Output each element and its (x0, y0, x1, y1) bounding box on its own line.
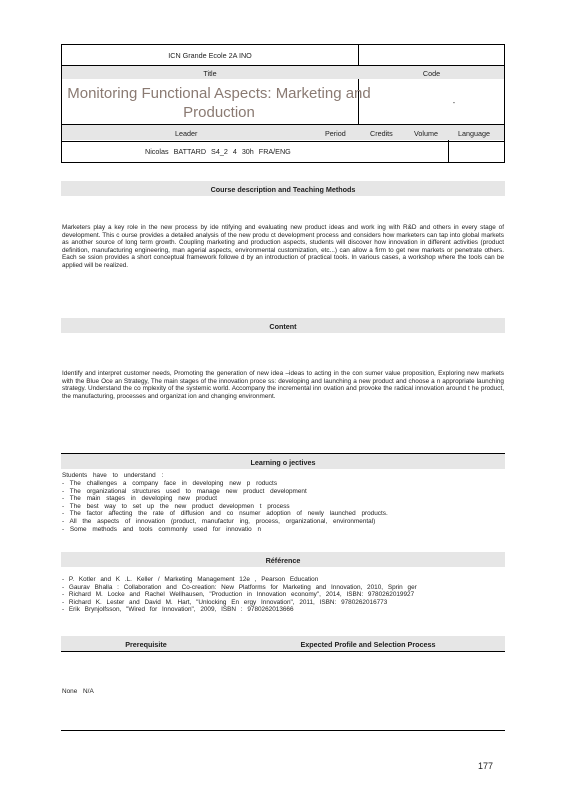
description-heading: Course description and Teaching Methods (210, 185, 356, 194)
objectives-intro: Students have to understand : (62, 472, 164, 479)
profile-heading: Expected Profile and Selection Process (300, 640, 436, 649)
objective-item: - Some methods and tools commonly used for innovatio n (62, 525, 262, 533)
reference-item: - Gaurav Bhalla : Collaboration and Co-creation: New Platforms for Marketing and Innovation, 2010, Sprin ger (62, 583, 417, 591)
credits-label: Credits (370, 129, 393, 138)
code-value: - (452, 98, 456, 107)
objective-item: - All the aspects of innovation (product, manufactur ing, process, organizational, environmental) (62, 517, 376, 525)
school-name: ICN Grande Ecole 2A INO (168, 51, 252, 60)
objective-item: - The challenges a company face in developing new p roducts (62, 480, 278, 487)
reference-item: - Richard M. Locke and Rachel Wellhausen, "Production in Innovation economy", 2014, ISBN: 9780262019927 (62, 591, 415, 599)
leader-label: Leader (175, 129, 198, 138)
objectives-list (62, 480, 504, 533)
objective-item: - The best way to set up the new product developmen t process (62, 502, 290, 510)
objective-item: - The main stages in developing new product (62, 495, 218, 503)
prerequisite-heading: Prerequisite (125, 640, 167, 649)
reference-item: - Erik Brynjolfsson, "Wired for Innovation", 2009, ISBN : 9780262013666 (62, 606, 294, 614)
content-text: Identify and interpret customer needs, Promoting the generation of new idea –ideas to acting in the con sumer value proposition, Exploring new markets with the Blue Oce an Strategy, The main stages of the innovation proce ss: developing and launching a new product and choose a n appropriate launching strategy. Understand the co mplexity of the systemic world. Accompany the incremental inn ovation and provoke the radical innovation around t he product, the manufacturing, processes and organizat ion and changing environment. (62, 370, 504, 400)
objective-item: - The factor affecting the rate of diffusion and co nsumer adoption of newly launched products. (62, 510, 388, 518)
objective-item: - The organizational structures used to manage new product development (62, 487, 307, 495)
period-label: Period (325, 129, 346, 138)
course-title: Monitoring Functional Aspects: Marketing and Production (67, 85, 371, 121)
objectives-heading: Learning o jectives (250, 458, 316, 467)
page-number: 177 (478, 761, 494, 771)
leader-row: Nicolas BATTARD S4_2 4 30h FRA/ENG (145, 147, 291, 156)
reference-item: - P. Kotler and K .L. Keller / Marketing Management 12e , Pearson Education (62, 576, 319, 583)
content-heading: Content (269, 322, 297, 331)
reference-heading: Référence (265, 556, 301, 565)
description-text: Marketers play a key role in the new process by ide ntifying and evaluating new product ideas and work ing with R&D and others in every stage of development. This c ourse provides a detailed analysis of the new produ ct development process and considers how marketers can tap into global markets as another source of long term growth. Coupling marketing and production aspects, students will discover how innovation in different activities (product definition, manufacturing engineering, man agerial aspects, environmental customization, etc...) can allow a firm to get new markets or penetrate others. Each se ssion provides a short conceptual framework followe d by an introduction of practical tools. In various cases, a workshop where the tools can be applied will be realized. (62, 224, 504, 269)
title-label: Title (203, 69, 217, 78)
code-label: Code (422, 69, 441, 78)
reference-item: - Richard K. Lester and David M. Hart, "Unlocking En ergy Innovation", 2011, ISBN: 9780262016773 (62, 598, 388, 606)
volume-label: Volume (414, 129, 438, 138)
language-label: Language (458, 129, 490, 138)
prerequisite-text: None N/A (62, 688, 94, 695)
reference-list (62, 576, 504, 614)
